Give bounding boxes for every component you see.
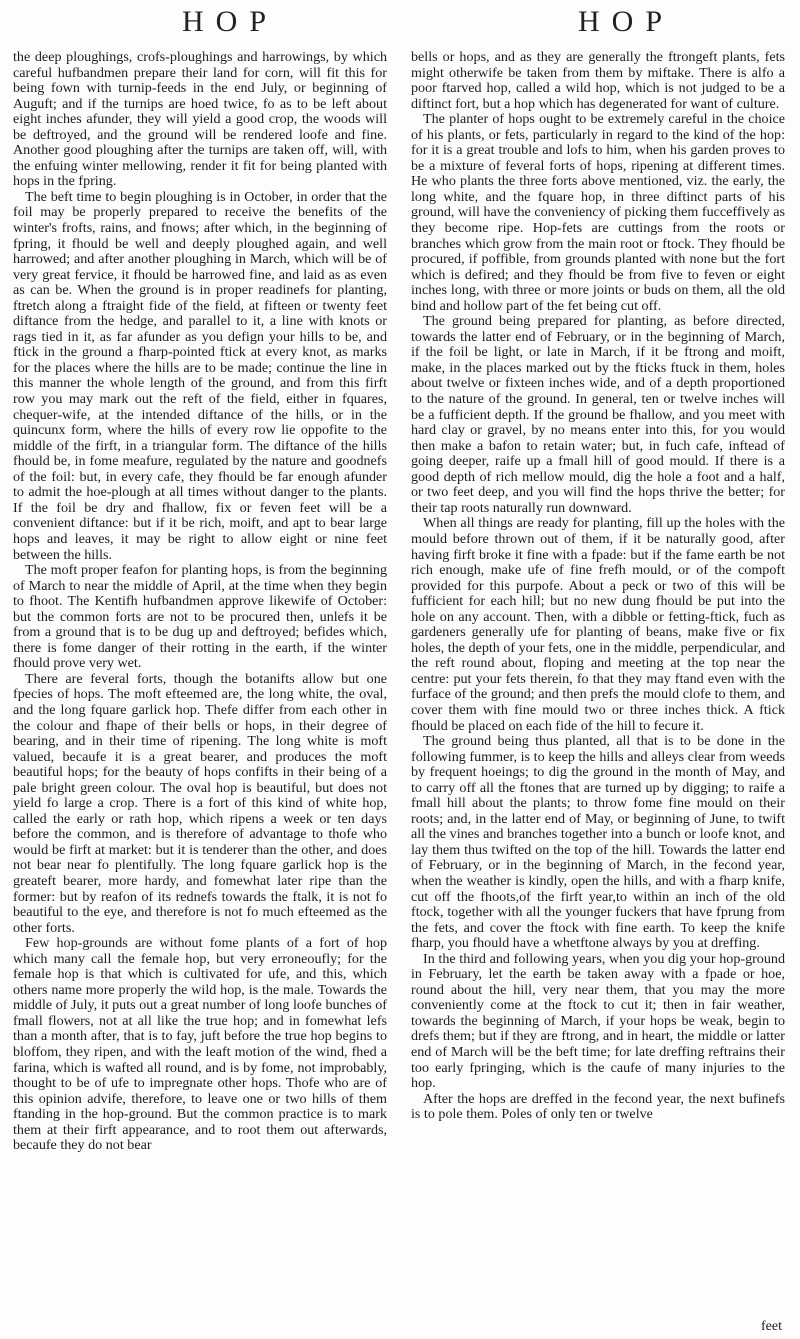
paragraph: The beft time to begin ploughing is in October, in order that the foil may be properly prepared to receive the benefits of the winter's frofts, rains, and fnows; after which, in the beginning of fpring, it fhould be well and deeply ploughed again, and well harrowed; and after another ploughing in March, which will be of very great fervice, it fhould be harrowed fine, and laid as as even as can be. When the ground is in proper readinefs for planting, ftretch along a ftraight fide of the field, at fifteen or twenty feet diftance from the hedge, and parallel to it, a line with knots or rags tied in it, as far afunder as you defign your hills to be, and ftick in the ground a fharp-pointed ftick at every knot, as marks for the places where the hills are to be made; continue the line in this manner the whole length of the ground, and from this firft row you may mark out the reft of the field, either in fquares, chequer-wife, at the intended diftance of the hills, or in the quincunx form, where the hills of every row lie oppofite to the middle of the firft, in a triangular form. The diftance of the hills fhould be, in fome meafure, regulated by the nature and goodnefs of the foil: but, in every cafe, they fhould be far enough afunder to admit the hoe-plough at all times without danger to the plants. If the foil be dry and fhallow, fix or feven feet will be a convenient diftance: but if it be rich, moift, and apt to bear large hops and leaves, it may be right to allow eight or nine feet between the hills. bbox=[13, 188, 387, 563]
paragraph: There are feveral forts, though the botanifts allow but one fpecies of hops. The moft efteemed are, the long white, the oval, and the long fquare garlick hop. Thefe differ from each other in the colour and fhape of their bells or hops, in their degree of bearing, and in their time of ripening. The long white is moft valued, becaufe it is a great bearer, and produces the moft beautiful hops; for the beauty of hops confifts in their being of a pale bright green colour. The oval hop is beautiful, but does not yield fo large a crop. There is a fort of this kind of white hop, called the early or rath hop, which ripens a week or ten days before the common, and is therefore of advantage to thofe who would be firft at market: but it is tenderer than the other, and does not bear near fo plentifully. The long fquare garlick hop is the greateft bearer, more hardy, and fomewhat later ripe than the former: but by reafon of its rednefs towards the ftalk, it is not fo beautiful to the eye, and therefore is not fo much efteemed as the other forts. bbox=[13, 670, 387, 936]
catchword: feet bbox=[761, 1319, 782, 1334]
paragraph: In the third and following years, when you dig your hop-ground in February, let the earth be taken away with a fpade or hoe, round about the hill, very near them, that you may the more conveniently come at the ftock to cut it; then in fair weather, towards the beginning of March, if your hops be weak, begin to drefs them; but if they are ftrong, and in heart, the middle or latter end of March will be the beft time; for late dreffing reftrains their too early fpringing, which is the caufe of many injuries to the hop. bbox=[411, 950, 785, 1092]
left-column bbox=[13, 50, 387, 1332]
running-head-left: HOP bbox=[182, 5, 279, 38]
paragraph: bells or hops, and as they are generally the ftrongeft plants, fets might otherwife be taken from them by miftake. There is alfo a poor ftarved hop, called a wild hop, which is not judged to be a diftinct fort, but a hop which has degenerated for want of culture. bbox=[411, 50, 785, 112]
right-column bbox=[411, 50, 785, 1332]
paragraph: The ground being prepared for planting, as before directed, towards the latter end of February, or in the beginning of March, if the foil be light, or late in March, if it be ftrong and moift, make, in the places marked out by the fticks ftuck in them, holes about twelve or fixteen inches wide, and of a depth proportioned to the nature of the ground. In general, ten or twelve inches will be a fufficient depth. If the ground be fhallow, and you meet with hard clay or gravel, by no means enter into this, for you would then make a bafon to retain water; but, in fuch cafe, inftead of going deeper, raife up a fmall hill of good mould. If there is a good depth of rich mellow mould, dig the hole a foot and a half, or two feet deep, and you will find the hops thrive the better; for their tap roots naturally run downward. bbox=[411, 313, 785, 516]
running-head-right: HOP bbox=[578, 5, 675, 38]
paragraph: After the hops are dreffed in the fecond year, the next bufinefs is to pole them. Poles of only ten or twelve bbox=[411, 1090, 785, 1123]
paragraph: The planter of hops ought to be extremely careful in the choice of his plants, or fets, particularly in regard to the kind of the hop: for it is a great trouble and lofs to him, when his garden proves to be a mixture of feveral forts of hops, ripening at different times. He who plants the three forts above mentioned, viz. the early, the long white, and the fquare hop, in three diftinct parts of his ground, will have the conveniency of picking them fucceffively as they become ripe. Hop-fets are cuttings from the roots or branches which grow from the main root or ftock. They fhould be procured, if poffible, from grounds planted with none but the fort which is defired; and they fhould be from five to feven or eight inches long, with three or more joints or buds on them, all the old bind and hollow part of the fet being cut off. bbox=[411, 111, 785, 314]
paragraph: The moft proper feafon for planting hops, is from the beginning of March to near the middle of April, at the time when they begin to fhoot. The Kentifh hufbandmen approve likewife of October: but the common forts are not to be procured then, unlefs it be from a ground that is to be dug up and deftroyed; befides which, there is fome danger of their rotting in the earth, if the winter fhould prove very wet. bbox=[13, 562, 387, 672]
paragraph: Few hop-grounds are without fome plants of a fort of hop which many call the female hop, but very erroneoufly; for the female hop is that which is cultivated for ufe, and this, which others name more properly the wild hop, is the male. Towards the middle of July, it puts out a great number of long loofe bunches of fmall flowers, not at all like the true hop; and in fomewhat lefs than a month after, that is to fay, juft before the true hop begins to bloffom, they ripen, and with the leaft motion of the wind, fhed a farina, which is wafted all round, and is by fome, not improbably, thought to be of ufe to impregnate other hops. Thofe who are of this opinion advife, therefore, to leave one or two hills of them ftanding in the hop-ground. But the common practice is to mark them at their firft appearance, and to root them out afterwards, becaufe they do not bear bbox=[13, 935, 387, 1154]
running-head bbox=[0, 4, 800, 44]
paragraph: the deep ploughings, crofs-ploughings and harrowings, by which careful hufbandmen prepare their land for corn, will fit this for being fown with turnip-feeds in the end July, or beginning of Auguft; and if the turnips are hoed twice, fo as to be left about eight inches afunder, they will yield a good crop, the woods will be deftroyed, and the ground will be rendered loofe and fine. Another good ploughing after the turnips are taken off, will, with the enfuing winter mellowing, render it fit for being planted with hops in the fpring. bbox=[13, 50, 387, 190]
paragraph: The ground being thus planted, all that is to be done in the following fummer, is to keep the hills and alleys clear from weeds by frequent hoeings; to dig the ground in the month of May, and to carry off all the ftones that are turned up by digging; to raife a fmall hill about the plants; to throw fome fine mould on their roots; and, in the latter end of May, or beginning of June, to twift all the vines and branches together into a bunch or loofe knot, and lay them thus twifted on the top of the hill. Towards the latter end of February, or in the beginning of March, in the fecond year, when the weather is kindly, open the hills, and with a fharp knife, cut off the fhoots,of the firft year,to within an inch of the old ftock, together with all the younger fuckers that have fprung from the fets, and cover the ftock with fine earth. To keep the knife fharp, you fhould have a whetftone always by you at dreffing. bbox=[411, 733, 785, 952]
paragraph: When all things are ready for planting, fill up the holes with the mould before thrown out of them, if it be naturally good, after having firft broke it fine with a fpade: but if the fame earth be not rich enough, make ufe of fine frefh mould, or of the compoft provided for this purpofe. About a peck or two of this will be fufficient for each hill; but no new dung fhould be put into the hole on any account. Then, with a dibble or fetting-ftick, fuch as gardeners generally ufe for planting of beans, make five or fix holes, the depth of your fets, one in the middle, perpendicular, and the reft round about, floping and meeting at the top near the centre: put your fets therein, fo that they may ftand even with the furface of the ground; and then prefs the mould clofe to them, and cover them with fine mould two or three inches thick. A ftick fhould be placed on each fide of the hill to fecure it. bbox=[411, 515, 785, 734]
